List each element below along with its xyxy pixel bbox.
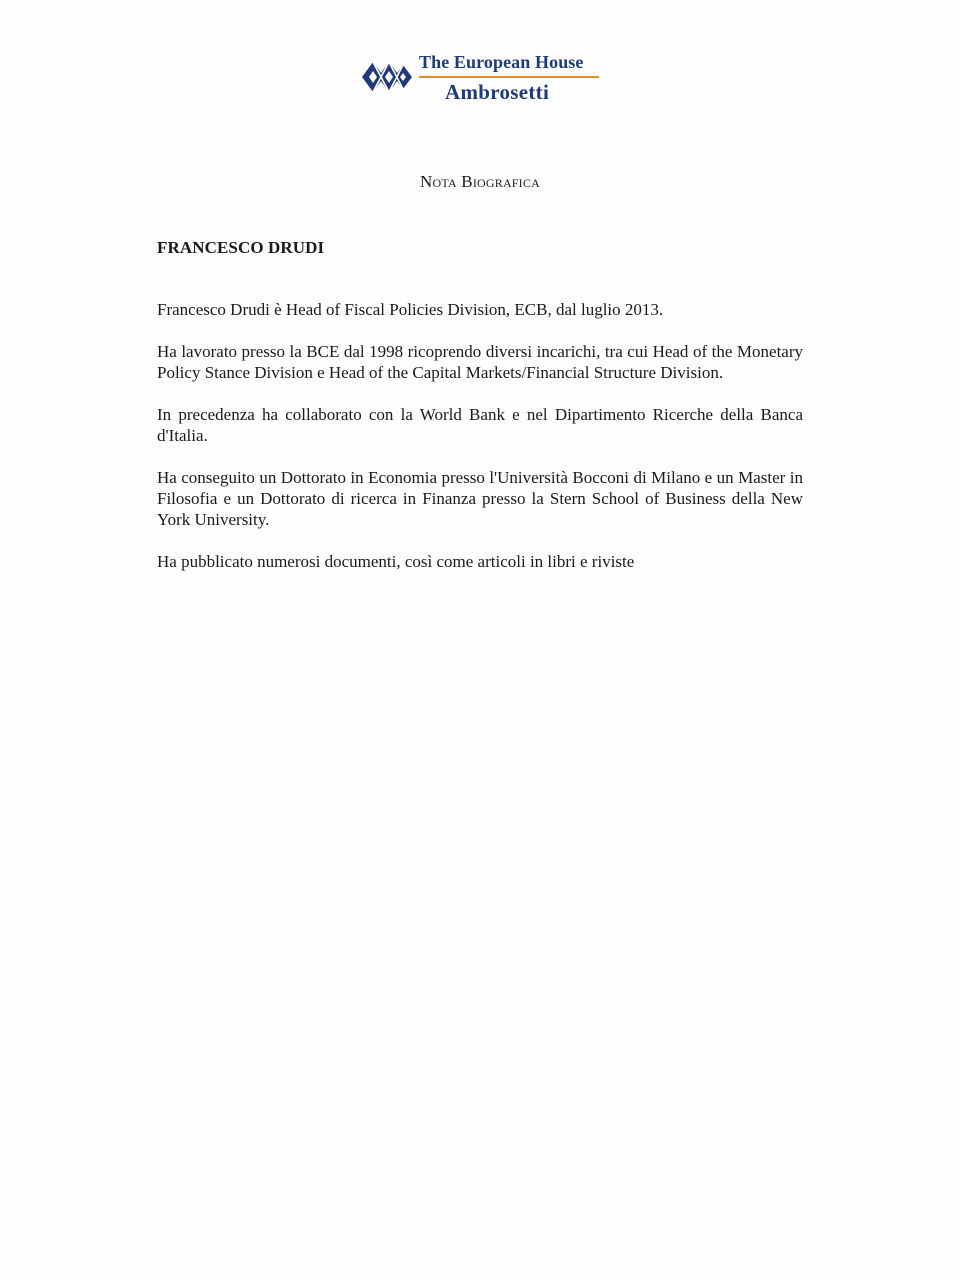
logo-text-line1: The European House	[419, 52, 584, 72]
ambrosetti-logo-icon	[360, 54, 414, 100]
document-title: Nota Biografica	[420, 172, 540, 191]
logo-text-line2: Ambrosetti	[445, 80, 550, 104]
bio-paragraph: In precedenza ha collaborato con la World Bank e nel Dipartimento Ricerche della Banca d'Italia.	[157, 405, 803, 445]
bio-paragraph: Ha lavorato presso la BCE dal 1998 ricoprendo diversi incarichi, tra cui Head of the Monetary Policy Stance Division e Head of the Capital Markets/Financial Structure Division.	[157, 342, 803, 382]
company-logo	[360, 52, 602, 104]
biography-body	[157, 299, 803, 593]
logo-divider	[419, 76, 599, 78]
bio-paragraph: Francesco Drudi è Head of Fiscal Policies Division, ECB, dal luglio 2013.	[157, 300, 664, 319]
bio-paragraph: Ha conseguito un Dottorato in Economia presso l'Università Bocconi di Milano e un Master in Filosofia e un Dottorato di ricerca in Finanza presso la Stern School of Business della New York University.	[157, 468, 803, 529]
bio-paragraph: Ha pubblicato numerosi documenti, così come articoli in libri e riviste	[157, 552, 635, 571]
person-name: FRANCESCO DRUDI	[157, 238, 325, 257]
